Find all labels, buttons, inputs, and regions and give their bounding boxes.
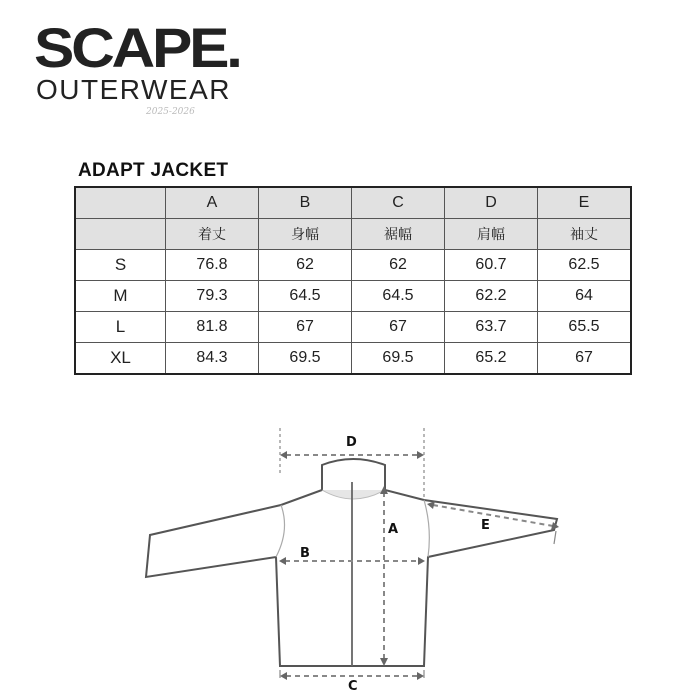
table-cell: 79.3	[166, 281, 259, 312]
diagram-label-b: B	[300, 546, 310, 561]
diagram-label-a: A	[388, 522, 399, 537]
table-cell: 67	[352, 312, 445, 343]
table-cell: 62	[352, 250, 445, 281]
diagram-label-e: E	[481, 518, 490, 533]
table-corner-cell	[75, 219, 166, 250]
column-label-chest: 身幅	[259, 219, 352, 250]
table-cell: 65.5	[538, 312, 632, 343]
table-cell: 62.2	[445, 281, 538, 312]
brand-logo	[34, 16, 259, 117]
column-label-shoulder: 肩幅	[445, 219, 538, 250]
column-label-length: 着丈	[166, 219, 259, 250]
logo-years: 2025-2026	[146, 107, 195, 117]
column-header-a: A	[166, 187, 259, 219]
jacket-outline	[0, 420, 700, 700]
size-label: XL	[75, 343, 166, 375]
column-header-b: B	[259, 187, 352, 219]
diagram-label-d: D	[346, 435, 357, 450]
table-cell: 64	[538, 281, 632, 312]
table-cell: 65.2	[445, 343, 538, 375]
table-header-row	[75, 187, 631, 219]
table-cell: 69.5	[352, 343, 445, 375]
logo-subtitle: OUTERWEAR	[36, 74, 231, 105]
table-cell: 81.8	[166, 312, 259, 343]
table-cell: 62.5	[538, 250, 632, 281]
jacket-measurement-diagram	[0, 420, 700, 700]
table-cell: 84.3	[166, 343, 259, 375]
table-cell: 62	[259, 250, 352, 281]
size-label: L	[75, 312, 166, 343]
column-header-d: D	[445, 187, 538, 219]
table-cell: 67	[538, 343, 632, 375]
table-cell: 64.5	[259, 281, 352, 312]
table-cell: 76.8	[166, 250, 259, 281]
logo-brand-text: SCAPE.	[34, 16, 240, 79]
table-cell: 63.7	[445, 312, 538, 343]
size-label: M	[75, 281, 166, 312]
table-row	[75, 250, 631, 281]
table-row	[75, 312, 631, 343]
table-row	[75, 281, 631, 312]
column-label-hem: 裾幅	[352, 219, 445, 250]
table-subheader-row	[75, 219, 631, 250]
table-cell: 60.7	[445, 250, 538, 281]
diagram-label-c: C	[348, 679, 358, 694]
size-table	[74, 186, 632, 375]
column-header-e: E	[538, 187, 632, 219]
size-label: S	[75, 250, 166, 281]
table-cell: 69.5	[259, 343, 352, 375]
table-row	[75, 343, 631, 375]
table-cell: 67	[259, 312, 352, 343]
column-header-c: C	[352, 187, 445, 219]
table-cell: 64.5	[352, 281, 445, 312]
table-corner-cell	[75, 187, 166, 219]
column-label-sleeve: 袖丈	[538, 219, 632, 250]
product-title: ADAPT JACKET	[78, 160, 229, 181]
